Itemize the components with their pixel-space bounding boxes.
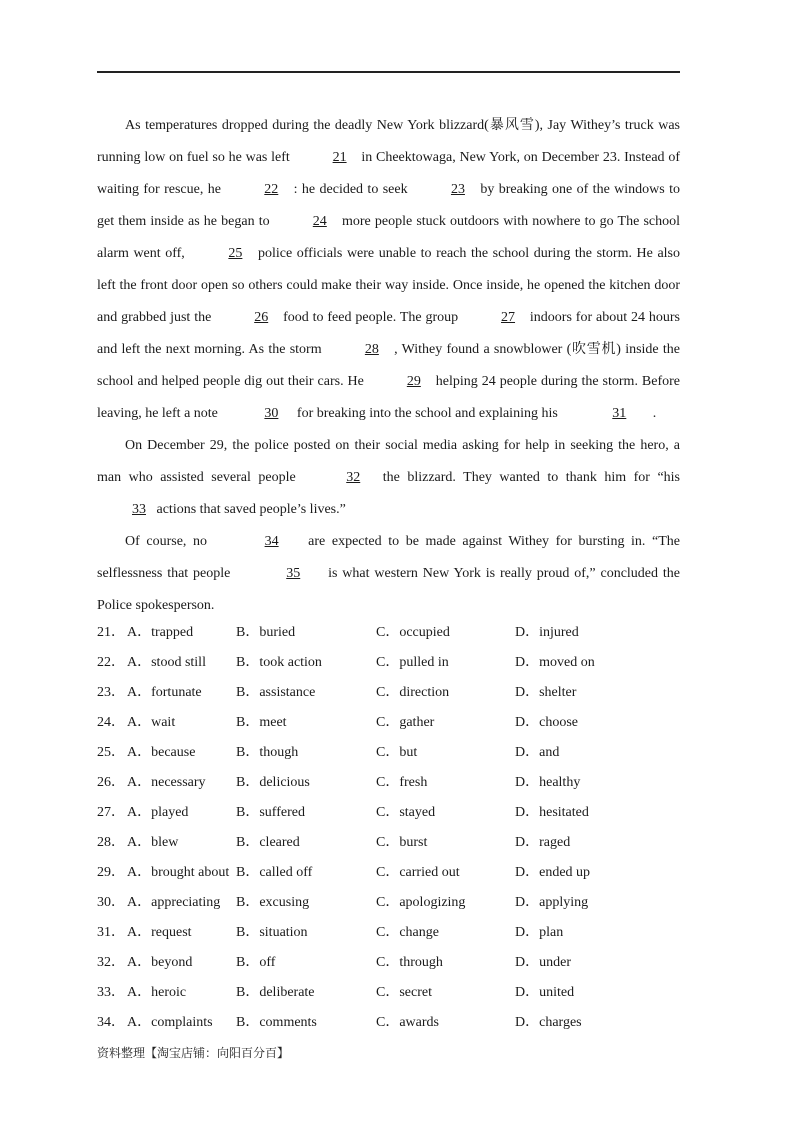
question-number: 23．: [97, 685, 125, 700]
answer-options: [97, 618, 680, 1038]
cloze-passage: [97, 110, 680, 622]
option-a: A．appreciating: [127, 895, 221, 910]
option-b: B．meet: [236, 715, 287, 730]
option-c: C．stayed: [376, 805, 436, 820]
blank-33: 33: [132, 502, 146, 517]
option-c: C．change: [376, 925, 439, 940]
blank-25: 25: [228, 246, 243, 261]
option-a: A．heroic: [127, 985, 187, 1000]
question-row: [97, 798, 680, 828]
option-d: D．healthy: [515, 775, 581, 790]
blank-34: 34: [264, 534, 279, 549]
option-c: C．secret: [376, 985, 432, 1000]
question-row: [97, 858, 680, 888]
option-a: A．stood still: [127, 655, 206, 670]
option-c: C．direction: [376, 685, 450, 700]
question-number: 33．: [97, 985, 125, 1000]
option-d: D．under: [515, 955, 571, 970]
question-number: 30．: [97, 895, 125, 910]
passage-text: actions that saved people’s lives.”: [153, 502, 346, 517]
option-d: D．raged: [515, 835, 571, 850]
option-d: D．shelter: [515, 685, 577, 700]
option-b: B．suffered: [236, 805, 305, 820]
paragraph-3: [97, 526, 680, 622]
option-b: B．buried: [236, 625, 296, 640]
option-d: D．moved on: [515, 655, 595, 670]
option-d: D．and: [515, 745, 560, 760]
option-b: B．deliberate: [236, 985, 315, 1000]
question-number: 25．: [97, 745, 125, 760]
option-c: C．occupied: [376, 625, 450, 640]
question-row: [97, 918, 680, 948]
option-c: C．apologizing: [376, 895, 466, 910]
passage-text: more people stuck outdoors with nowhere to go The school alarm went off,: [97, 214, 680, 261]
blank-24: 24: [312, 214, 327, 229]
option-c: C．pulled in: [376, 655, 449, 670]
question-row: [97, 678, 680, 708]
passage-text: police officials were unable to reach the school during the storm. He also left the front door open so others could make their way inside. Once inside, he opened the kitchen door and grabbed just the: [97, 246, 680, 325]
question-row: [97, 648, 680, 678]
paragraph-1: [97, 110, 680, 430]
option-b: B．called off: [236, 865, 313, 880]
option-d: D．plan: [515, 925, 564, 940]
passage-text: for breaking into the school and explaining his: [293, 406, 562, 421]
option-b: B．cleared: [236, 835, 300, 850]
blank-35: 35: [286, 566, 301, 581]
passage-text: are expected to be made against Withey for bursting in. “The selflessness that people: [97, 534, 681, 581]
passage-text: food to feed people. The group: [279, 310, 463, 325]
option-a: A．beyond: [127, 955, 193, 970]
option-c: C．but: [376, 745, 418, 760]
question-row: [97, 708, 680, 738]
question-number: 26．: [97, 775, 125, 790]
footer-note: 资料整理【淘宝店铺：向阳百分百】: [97, 1046, 290, 1060]
blank-28: 28: [364, 342, 379, 357]
passage-text: .: [649, 406, 657, 421]
question-number: 22．: [97, 655, 125, 670]
option-b: B．took action: [236, 655, 322, 670]
blank-29: 29: [406, 374, 421, 389]
question-row: [97, 978, 680, 1008]
option-c: C．carried out: [376, 865, 460, 880]
question-row: [97, 1008, 680, 1038]
option-a: A．blew: [127, 835, 179, 850]
paragraph-2: [97, 430, 680, 526]
option-c: C．awards: [376, 1015, 439, 1030]
passage-text: : he decided to seek: [289, 182, 412, 197]
passage-text: in Cheektowaga, New York, on December 23. Instead of waiting for rescue, he: [97, 150, 680, 197]
option-a: A．necessary: [127, 775, 206, 790]
blank-26: 26: [254, 310, 269, 325]
option-a: A．because: [127, 745, 196, 760]
passage-text: , Withey found a snowblower (吹雪机) inside the school and helped people dig out their cars. He: [97, 342, 681, 389]
option-b: B．though: [236, 745, 299, 760]
blank-22: 22: [264, 182, 279, 197]
question-number: 27．: [97, 805, 125, 820]
option-b: B．delicious: [236, 775, 310, 790]
question-number: 28．: [97, 835, 125, 850]
option-b: B．comments: [236, 1015, 317, 1030]
option-b: B．situation: [236, 925, 308, 940]
option-b: B．assistance: [236, 685, 316, 700]
question-number: 29．: [97, 865, 125, 880]
question-number: 31．: [97, 925, 125, 940]
option-a: A．request: [127, 925, 192, 940]
passage-text: helping 24 people during the storm. Before leaving, he left a note: [97, 374, 680, 421]
blank-30: 30: [264, 406, 279, 421]
question-row: [97, 768, 680, 798]
passage-text: is what western New York is really proud of,” concluded the Police spokesperson.: [97, 566, 680, 613]
option-d: D．hesitated: [515, 805, 589, 820]
question-number: 24．: [97, 715, 125, 730]
option-a: A．wait: [127, 715, 176, 730]
option-d: D．injured: [515, 625, 579, 640]
question-row: [97, 738, 680, 768]
option-c: C．gather: [376, 715, 435, 730]
passage-text: As temperatures dropped during the deadly New York blizzard(暴风雪), Jay Withey’s truck was running low on fuel so he was left: [97, 118, 680, 165]
passage-text: Of course, no: [125, 534, 214, 549]
question-row: [97, 828, 680, 858]
passage-text: indoors for about 24 hours and left the next morning. As the storm: [97, 310, 680, 357]
option-d: D．applying: [515, 895, 589, 910]
option-a: A．fortunate: [127, 685, 202, 700]
blank-27: 27: [501, 310, 516, 325]
question-row: [97, 948, 680, 978]
option-c: C．through: [376, 955, 443, 970]
option-a: A．trapped: [127, 625, 194, 640]
option-d: D．ended up: [515, 865, 591, 880]
option-a: A．brought about: [127, 865, 230, 880]
option-d: D．united: [515, 985, 575, 1000]
option-c: C．burst: [376, 835, 428, 850]
passage-text: the blizzard. They wanted to thank him for “his: [375, 470, 680, 485]
top-rule: [97, 71, 680, 73]
passage-text: by breaking one of the windows to get them inside as he began to: [97, 182, 680, 229]
option-a: A．complaints: [127, 1015, 213, 1030]
option-b: B．excusing: [236, 895, 310, 910]
blank-21: 21: [332, 150, 347, 165]
option-c: C．fresh: [376, 775, 428, 790]
question-number: 34．: [97, 1015, 125, 1030]
passage-text: On December 29, the police posted on their social media asking for help in seeking the hero, a man who assisted several people: [97, 438, 680, 485]
question-row: [97, 618, 680, 648]
option-a: A．played: [127, 805, 189, 820]
blank-23: 23: [450, 182, 465, 197]
option-b: B．off: [236, 955, 276, 970]
blank-32: 32: [346, 470, 361, 485]
option-d: D．charges: [515, 1015, 582, 1030]
option-d: D．choose: [515, 715, 578, 730]
blank-31: 31: [612, 406, 627, 421]
question-row: [97, 888, 680, 918]
question-number: 21．: [97, 625, 125, 640]
question-number: 32．: [97, 955, 125, 970]
